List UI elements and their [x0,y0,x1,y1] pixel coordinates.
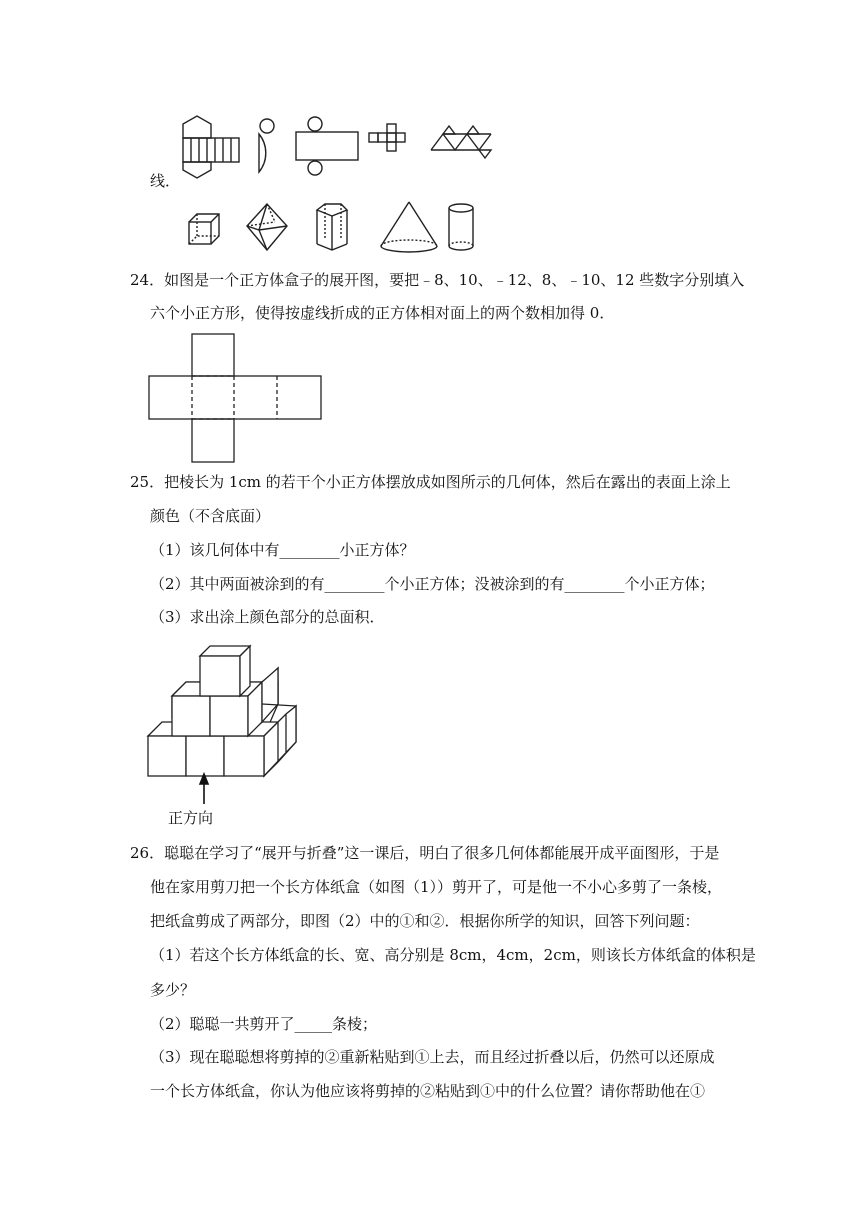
q26-sub2: （2）聪聪一共剪开了_____条棱； [150,1015,378,1033]
pentagonal-prism-net [183,116,239,178]
q26-line2: 他在家用剪刀把一个长方体纸盒（如图（1））剪开了，可是他一不小心多剪了一条棱， [150,878,723,896]
q24-line1: 24．如图是一个正方体盒子的展开图，要把﹣8、10、﹣12、8、﹣10、12 些数字分别填入 [130,271,745,289]
cylinder-net [296,117,358,175]
cube-net [369,124,405,151]
prism-solid [317,204,347,250]
q25-line2: 颜色（不含底面） [150,507,271,525]
cone-solid [381,202,437,252]
q26-sub3a: （3）现在聪聪想将剪掉的②重新粘贴到①上去，而且经过折叠以后，仍然可以还原成 [150,1048,715,1066]
q26-line3: 把纸盒剪成了两部分，即图（2）中的①和②．根据你所学的知识，回答下列问题： [150,912,700,930]
q24-cube-net-figure [148,333,326,465]
q26-sub1a: （1）若这个长方体纸盒的长、宽、高分别是 8cm，4cm，2cm，则该长方体纸盒的体积是 [150,946,756,964]
q23-figure [175,112,495,257]
q23-tail-text: 线． [150,172,181,190]
octahedron-solid [247,204,287,250]
cylinder-solid [449,204,473,250]
q25-cube-stack-figure [146,640,306,830]
cube-solid [189,214,219,244]
direction-label: 正方向 [168,809,214,827]
q25-sub3: （3）求出涂上颜色部分的总面积． [150,608,385,626]
q26-line1: 26．聪聪在学习了“展开与折叠”这一课后，明白了很多几何体都能展开成平面图形，于是 [130,844,720,862]
q26-sub3b: 一个长方体纸盒，你认为他应该将剪掉的②粘贴到①中的什么位置？请你帮助他在① [150,1082,706,1100]
q25-sub1: （1）该几何体中有________小正方体？ [150,541,415,559]
octahedron-net [431,126,491,158]
cone-net [259,119,274,172]
q25-sub2: （2）其中两面被涂到的有________个小正方体；没被涂到的有________个小正方体； [150,575,715,593]
q25-line1: 25．把棱长为 1cm 的若干个小正方体摆放成如图所示的几何体，然后在露出的表面上涂上 [130,473,731,491]
q26-sub1b: 多少？ [150,981,196,999]
q24-line2: 六个小正方形，使得按虚线折成的正方体相对面上的两个数相加得 0． [150,304,615,322]
